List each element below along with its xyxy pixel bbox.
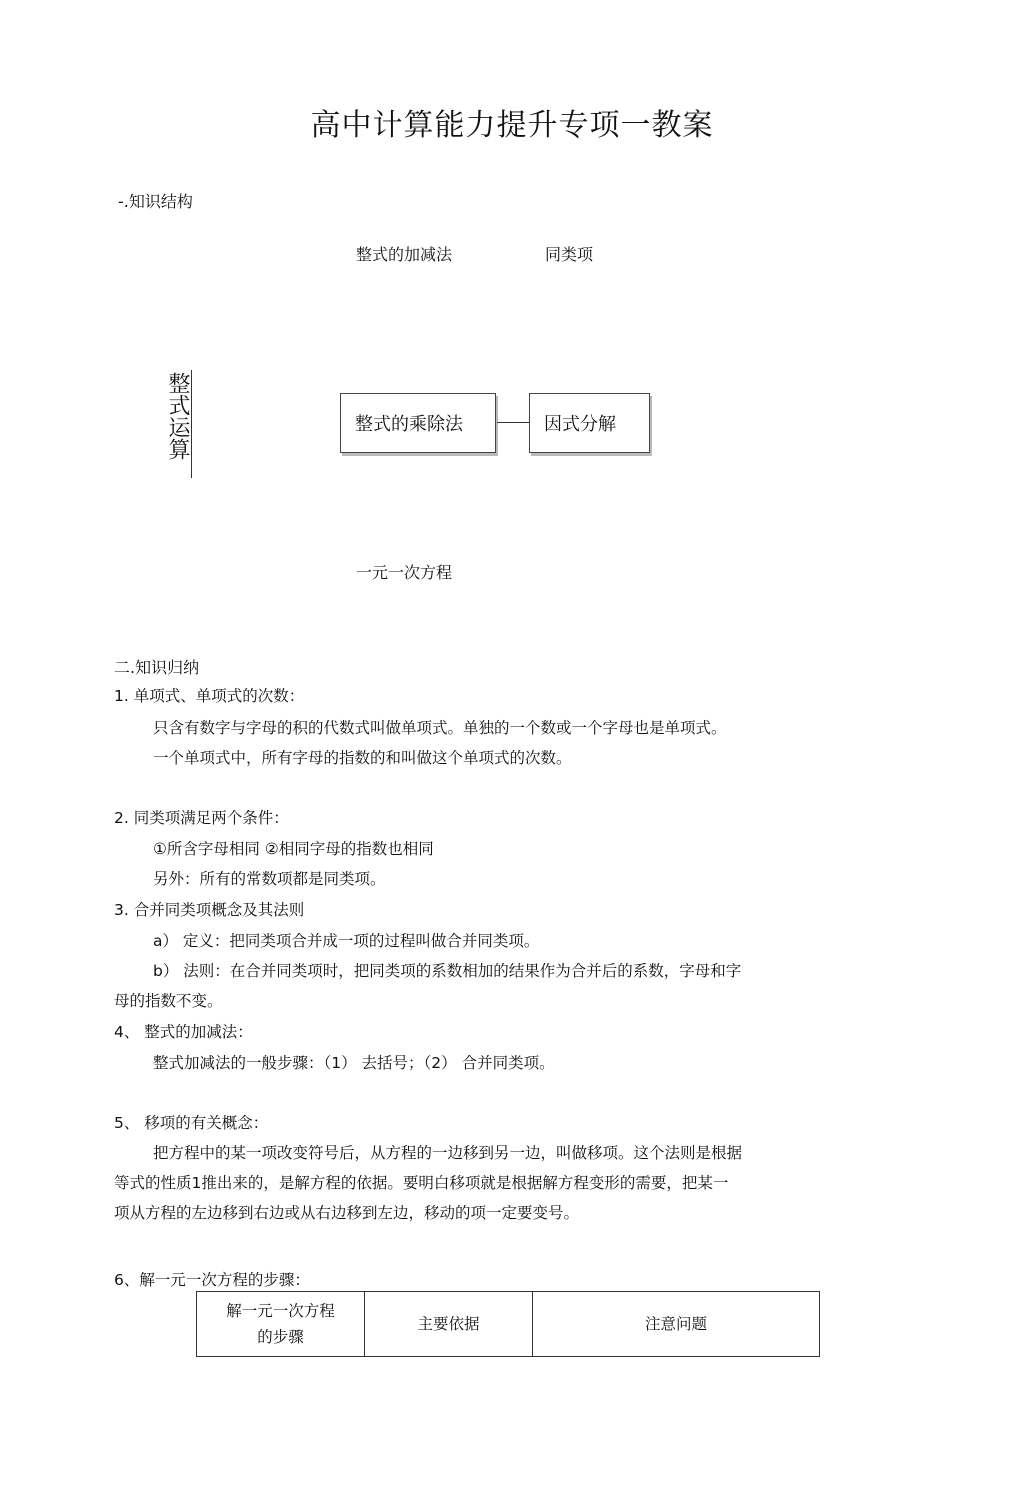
equation-steps-table (196, 1291, 820, 1357)
table-row (197, 1292, 820, 1357)
table-header-notes: 注意问题 (533, 1292, 820, 1357)
item3-heading: 3. 合并同类项概念及其法则 (114, 901, 305, 919)
item5-line2: 等式的性质1推出来的，是解方程的依据。要明白移项就是根据解方程变形的需要，把某一 (114, 1174, 729, 1192)
table-header-steps-line2: 的步骤 (257, 1328, 304, 1346)
item5-line3: 项从方程的左边移到右边或从右边移到左边，移动的项一定要变号。 (114, 1204, 580, 1222)
section2-heading: 二.知识归纳 (114, 658, 200, 677)
item3-line1: a） 定义：把同类项合并成一项的过程叫做合并同类项。 (153, 932, 540, 950)
item1-heading: 1. 单项式、单项式的次数： (114, 687, 305, 705)
table-header-steps-line1: 解一元一次方程 (226, 1302, 335, 1320)
diagram-node-like-terms: 同类项 (545, 245, 594, 264)
diagram-node-add-sub: 整式的加减法 (356, 245, 453, 264)
diagram-vertical-label: 整式运算 (158, 370, 192, 478)
item1-line1: 只含有数字与字母的积的代数式叫做单项式。单独的一个数或一个字母也是单项式。 (153, 719, 727, 737)
item4-heading: 4、 整式的加减法： (114, 1023, 253, 1041)
diagram-box-factorization-label: 因式分解 (544, 414, 616, 435)
diagram-box-mult-div-label: 整式的乘除法 (355, 414, 463, 435)
table-header-basis: 主要依据 (365, 1292, 533, 1357)
item5-heading: 5、 移项的有关概念： (114, 1114, 269, 1132)
item3-line2: b） 法则：在合并同类项时，把同类项的系数相加的结果作为合并后的系数，字母和字 (153, 962, 742, 980)
item1-line2: 一个单项式中，所有字母的指数的和叫做这个单项式的次数。 (153, 749, 572, 767)
item2-line2: 另外：所有的常数项都是同类项。 (153, 870, 386, 888)
diagram-box-factorization (529, 393, 650, 453)
item4-line1: 整式加减法的一般步骤：（1） 去括号；（2） 合并同类项。 (153, 1054, 555, 1072)
item3-line3: 母的指数不变。 (114, 992, 223, 1010)
item5-line1: 把方程中的某一项改变符号后，从方程的一边移到另一边，叫做移项。这个法则是根据 (153, 1144, 743, 1162)
table-header-steps (197, 1292, 365, 1357)
diagram-connector (497, 422, 529, 423)
section1-heading: -.知识结构 (118, 192, 193, 211)
item2-line1: ①所含字母相同 ②相同字母的指数也相同 (153, 840, 434, 858)
diagram-node-linear-equation: 一元一次方程 (356, 563, 453, 582)
page-title: 高中计算能力提升专项一教案 (310, 108, 714, 143)
item6-heading: 6、解一元一次方程的步骤： (114, 1271, 310, 1289)
item2-heading: 2. 同类项满足两个条件： (114, 809, 289, 827)
diagram-box-mult-div (340, 393, 496, 453)
